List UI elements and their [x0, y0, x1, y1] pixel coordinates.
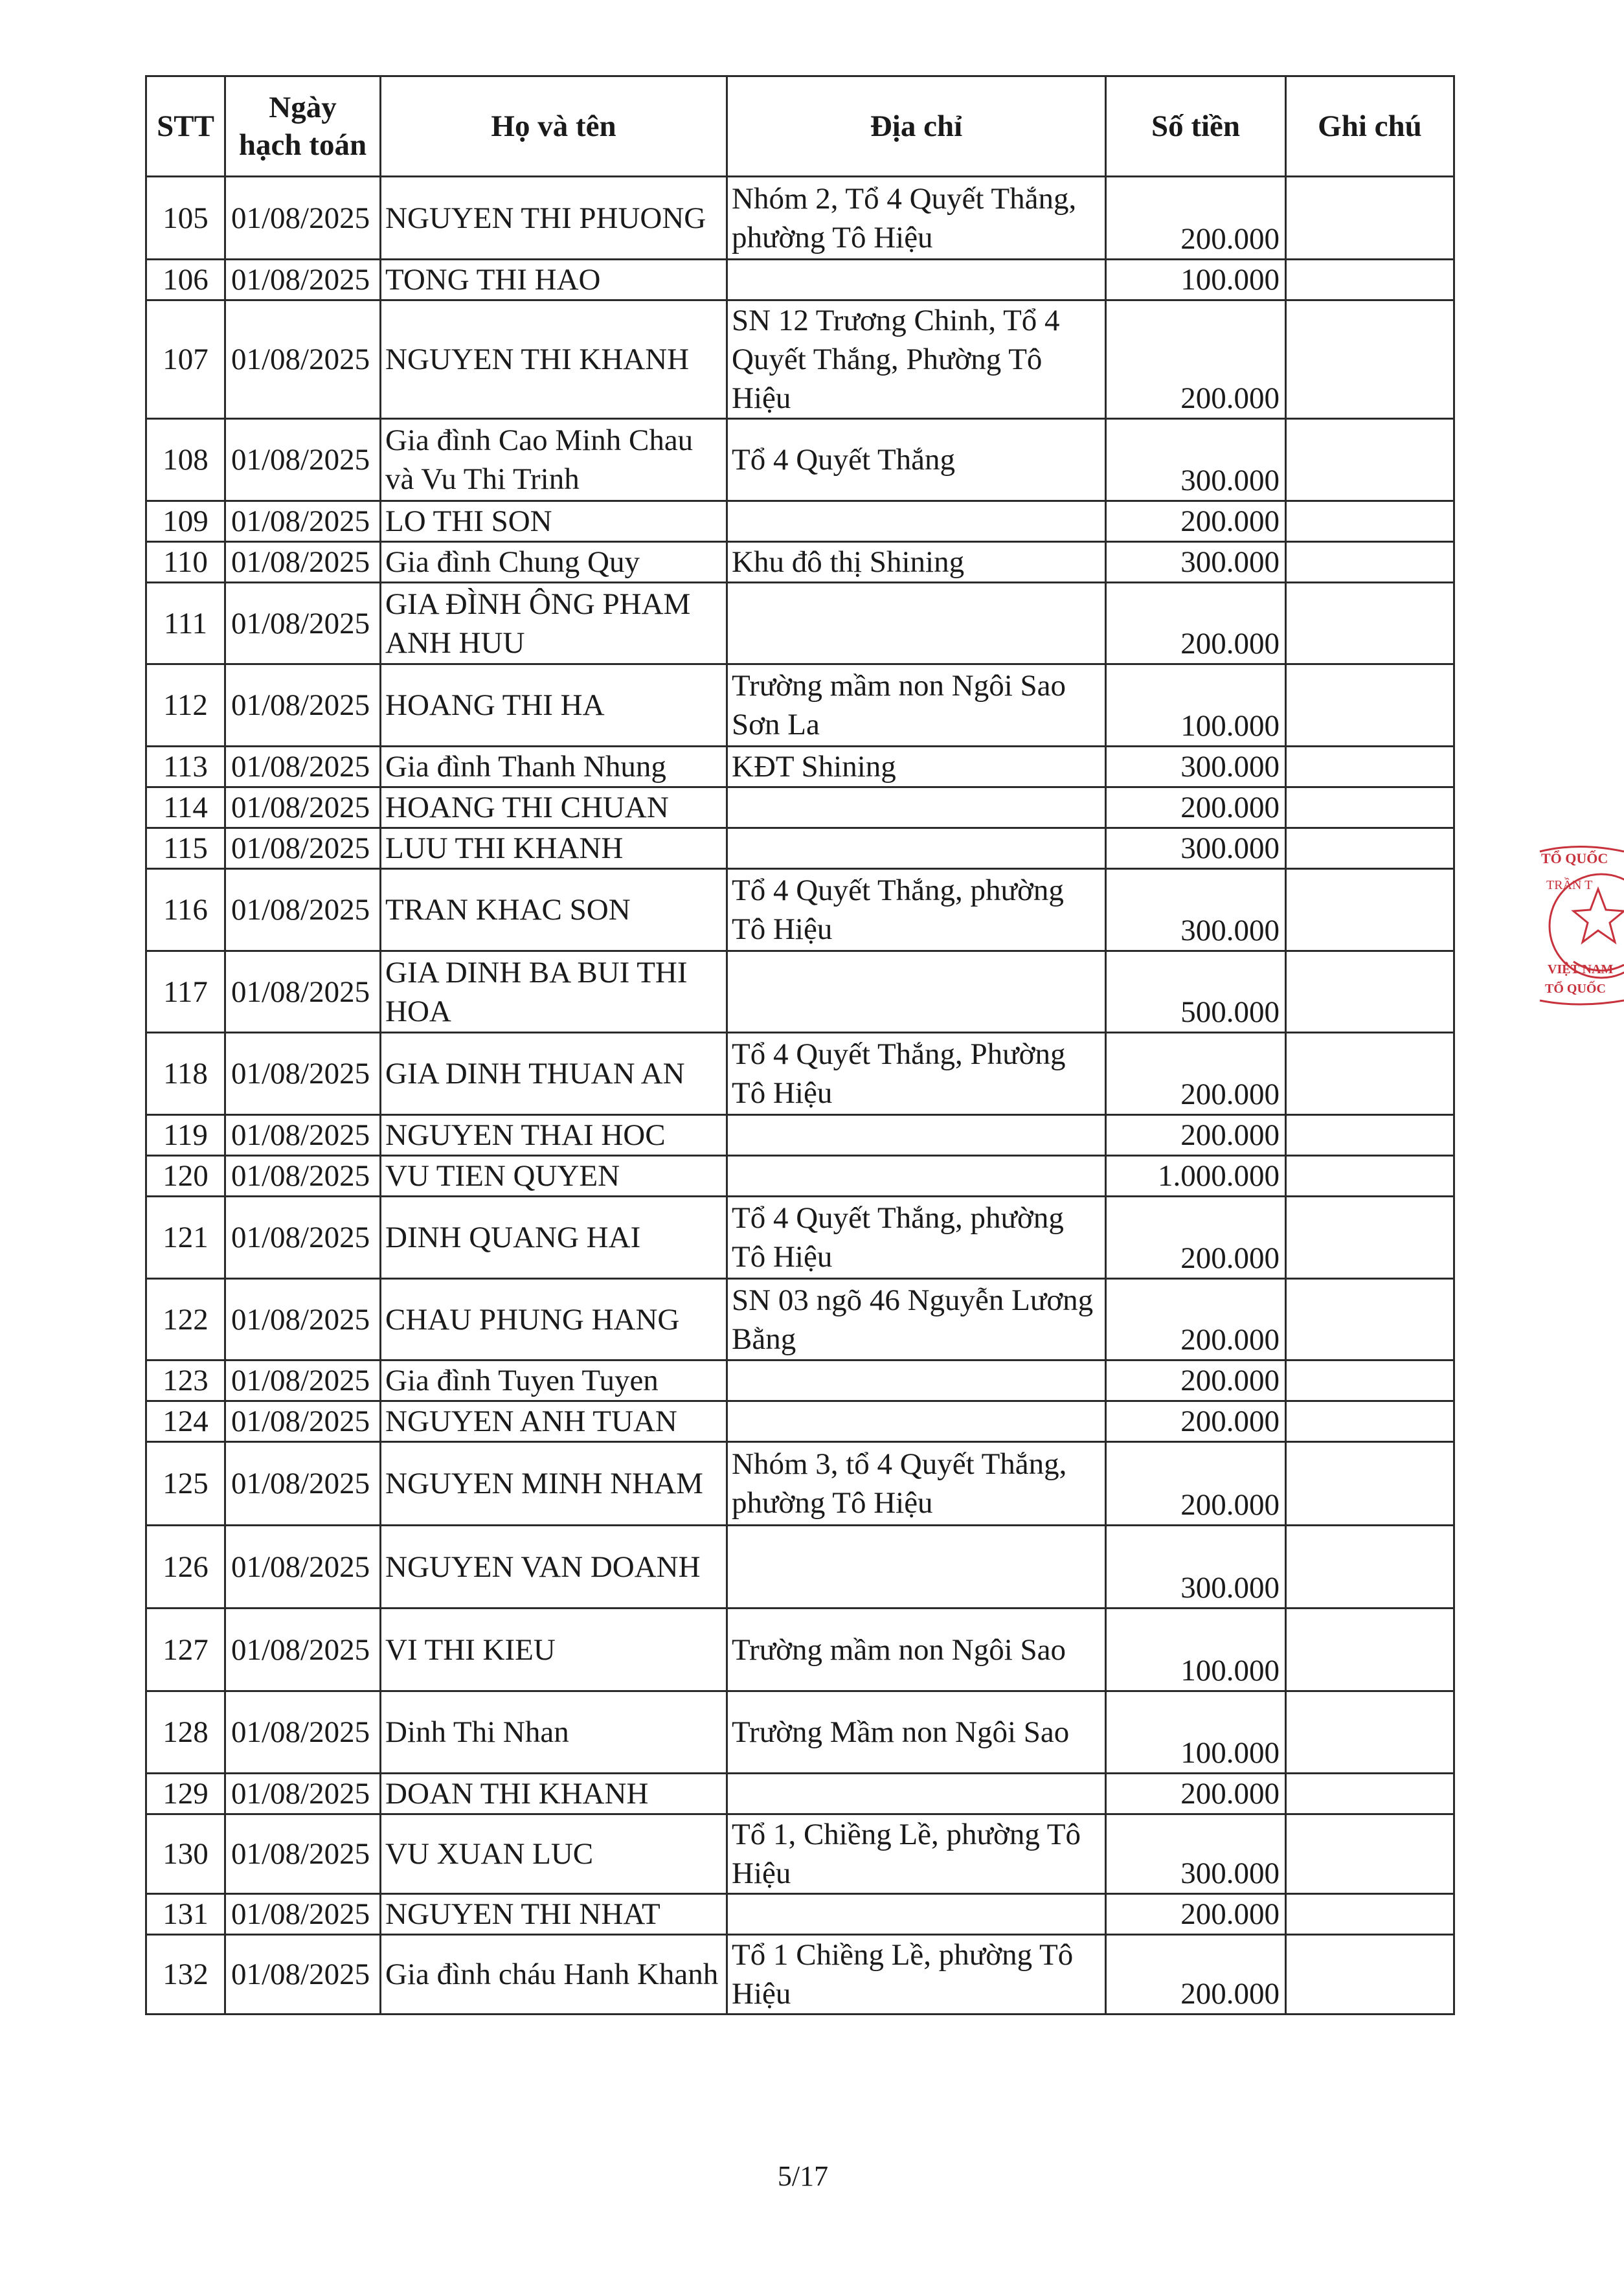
row-address: Tổ 4 Quyết Thắng, Phường Tô Hiệu: [727, 1033, 1106, 1115]
row-stt: 110: [146, 542, 225, 583]
row-stt: 113: [146, 747, 225, 787]
row-amount: 200.000: [1106, 1197, 1286, 1279]
row-stt: 114: [146, 787, 225, 828]
row-date: 01/08/2025: [225, 1894, 381, 1935]
row-name: NGUYEN THAI HOC: [381, 1115, 727, 1156]
table-row: [146, 869, 1454, 951]
row-amount: 300.000: [1106, 1526, 1286, 1609]
header-stt: STT: [146, 76, 225, 177]
row-name: VU XUAN LUC: [381, 1814, 727, 1894]
row-note: [1286, 1360, 1454, 1401]
row-note: [1286, 1279, 1454, 1360]
row-amount: 200.000: [1106, 787, 1286, 828]
row-name: NGUYEN MINH NHAM: [381, 1442, 727, 1526]
row-name: GIA ĐÌNH ÔNG PHAM ANH HUU: [381, 583, 727, 664]
row-stt: 109: [146, 501, 225, 542]
row-stt: 123: [146, 1360, 225, 1401]
row-stt: 129: [146, 1774, 225, 1814]
row-address: SN 03 ngõ 46 Nguyễn Lương Bằng: [727, 1279, 1106, 1360]
row-stt: 128: [146, 1691, 225, 1774]
row-amount: 200.000: [1106, 1894, 1286, 1935]
row-address: Tổ 1 Chiềng Lề, phường Tô Hiệu: [727, 1935, 1106, 2015]
row-date: 01/08/2025: [225, 1526, 381, 1609]
row-name: Gia đình Cao Minh Chau và Vu Thi Trinh: [381, 419, 727, 501]
row-date: 01/08/2025: [225, 1197, 381, 1279]
seal-text-mid: TRẦN T: [1546, 878, 1593, 892]
row-note: [1286, 1814, 1454, 1894]
row-date: 01/08/2025: [225, 419, 381, 501]
row-address: Tổ 4 Quyết Thắng: [727, 419, 1106, 501]
header-row: [146, 76, 1454, 177]
row-address: [727, 951, 1106, 1033]
row-stt: 119: [146, 1115, 225, 1156]
row-date: 01/08/2025: [225, 1401, 381, 1442]
row-amount: 300.000: [1106, 747, 1286, 787]
table-row: [146, 1401, 1454, 1442]
row-note: [1286, 1894, 1454, 1935]
row-name: CHAU PHUNG HANG: [381, 1279, 727, 1360]
row-date: 01/08/2025: [225, 1115, 381, 1156]
row-date: 01/08/2025: [225, 1774, 381, 1814]
row-name: NGUYEN THI NHAT: [381, 1894, 727, 1935]
row-date: 01/08/2025: [225, 787, 381, 828]
table-row: [146, 419, 1454, 501]
row-amount: 100.000: [1106, 664, 1286, 747]
row-name: VI THI KIEU: [381, 1609, 727, 1691]
row-date: 01/08/2025: [225, 501, 381, 542]
row-address: [727, 787, 1106, 828]
row-date: 01/08/2025: [225, 828, 381, 869]
table-row: [146, 1156, 1454, 1197]
row-stt: 131: [146, 1894, 225, 1935]
table-row: [146, 747, 1454, 787]
row-address: [727, 1156, 1106, 1197]
row-address: KĐT Shining: [727, 747, 1106, 787]
row-name: GIA DINH THUAN AN: [381, 1033, 727, 1115]
table-row: [146, 1609, 1454, 1691]
seal-text-top: TỔ QUỐC: [1541, 850, 1608, 866]
row-name: DOAN THI KHANH: [381, 1774, 727, 1814]
table-row: [146, 1935, 1454, 2015]
row-stt: 112: [146, 664, 225, 747]
row-note: [1286, 1401, 1454, 1442]
row-name: NGUYEN VAN DOANH: [381, 1526, 727, 1609]
row-name: NGUYEN THI PHUONG: [381, 177, 727, 260]
row-date: 01/08/2025: [225, 1279, 381, 1360]
row-stt: 115: [146, 828, 225, 869]
row-date: 01/08/2025: [225, 747, 381, 787]
header-name: Họ và tên: [381, 76, 727, 177]
row-note: [1286, 300, 1454, 419]
row-note: [1286, 869, 1454, 951]
row-name: NGUYEN THI KHANH: [381, 300, 727, 419]
row-name: LO THI SON: [381, 501, 727, 542]
row-amount: 300.000: [1106, 1814, 1286, 1894]
row-address: [727, 501, 1106, 542]
row-name: Dinh Thi Nhan: [381, 1691, 727, 1774]
row-address: [727, 1401, 1106, 1442]
row-stt: 118: [146, 1033, 225, 1115]
row-note: [1286, 1609, 1454, 1691]
row-address: [727, 828, 1106, 869]
table-row: [146, 828, 1454, 869]
header-date: [225, 76, 381, 177]
row-name: Gia đình Chung Quy: [381, 542, 727, 583]
row-note: [1286, 1197, 1454, 1279]
table-row: [146, 1115, 1454, 1156]
row-amount: 200.000: [1106, 1360, 1286, 1401]
row-stt: 120: [146, 1156, 225, 1197]
row-address: Nhóm 2, Tổ 4 Quyết Thắng, phường Tô Hiệu: [727, 177, 1106, 260]
row-date: 01/08/2025: [225, 260, 381, 300]
row-date: 01/08/2025: [225, 1814, 381, 1894]
row-name: GIA DINH BA BUI THI HOA: [381, 951, 727, 1033]
row-amount: 100.000: [1106, 1691, 1286, 1774]
table-row: [146, 583, 1454, 664]
row-stt: 108: [146, 419, 225, 501]
table-row: [146, 787, 1454, 828]
row-amount: 100.000: [1106, 260, 1286, 300]
row-amount: 200.000: [1106, 1033, 1286, 1115]
page-number: 5/17: [777, 2160, 829, 2192]
row-stt: 117: [146, 951, 225, 1033]
donation-ledger-table: [145, 75, 1455, 2015]
row-stt: 127: [146, 1609, 225, 1691]
row-amount: 200.000: [1106, 1401, 1286, 1442]
row-note: [1286, 419, 1454, 501]
table-row: [146, 1894, 1454, 1935]
row-amount: 200.000: [1106, 501, 1286, 542]
row-date: 01/08/2025: [225, 1156, 381, 1197]
ledger-body: [146, 177, 1454, 2015]
row-amount: 200.000: [1106, 583, 1286, 664]
table-row: [146, 300, 1454, 419]
seal-mark: [1540, 847, 1624, 1005]
row-address: [727, 1774, 1106, 1814]
row-address: Nhóm 3, tổ 4 Quyết Thắng, phường Tô Hiệu: [727, 1442, 1106, 1526]
row-address: [727, 1526, 1106, 1609]
row-date: 01/08/2025: [225, 869, 381, 951]
row-stt: 116: [146, 869, 225, 951]
row-address: [727, 1894, 1106, 1935]
table-row: [146, 1197, 1454, 1279]
row-amount: 200.000: [1106, 177, 1286, 260]
header-date-line2: hạch toán: [238, 128, 367, 162]
table-row: [146, 1033, 1454, 1115]
row-stt: 126: [146, 1526, 225, 1609]
row-address: [727, 260, 1106, 300]
row-date: 01/08/2025: [225, 177, 381, 260]
row-date: 01/08/2025: [225, 1935, 381, 2015]
row-amount: 300.000: [1106, 542, 1286, 583]
row-name: DINH QUANG HAI: [381, 1197, 727, 1279]
row-stt: 107: [146, 300, 225, 419]
row-amount: 200.000: [1106, 1442, 1286, 1526]
header-note: Ghi chú: [1286, 76, 1454, 177]
row-name: TRAN KHAC SON: [381, 869, 727, 951]
row-stt: 121: [146, 1197, 225, 1279]
row-amount: 200.000: [1106, 1774, 1286, 1814]
row-date: 01/08/2025: [225, 664, 381, 747]
row-amount: 200.000: [1106, 1115, 1286, 1156]
row-date: 01/08/2025: [225, 1609, 381, 1691]
row-stt: 125: [146, 1442, 225, 1526]
table-row: [146, 177, 1454, 260]
row-note: [1286, 1442, 1454, 1526]
seal-text-bottom: TỔ QUỐC: [1545, 982, 1606, 996]
row-stt: 130: [146, 1814, 225, 1894]
table-row: [146, 951, 1454, 1033]
table-row: [146, 542, 1454, 583]
row-name: HOANG THI CHUAN: [381, 787, 727, 828]
row-address: Trường Mầm non Ngôi Sao: [727, 1691, 1106, 1774]
row-stt: 122: [146, 1279, 225, 1360]
row-note: [1286, 1115, 1454, 1156]
row-name: TONG THI HAO: [381, 260, 727, 300]
row-amount: 300.000: [1106, 419, 1286, 501]
seal-text-low: VIỆT NAM: [1548, 962, 1614, 976]
row-note: [1286, 1774, 1454, 1814]
row-date: 01/08/2025: [225, 1691, 381, 1774]
row-amount: 200.000: [1106, 1935, 1286, 2015]
row-amount: 500.000: [1106, 951, 1286, 1033]
row-name: LUU THI KHANH: [381, 828, 727, 869]
row-date: 01/08/2025: [225, 951, 381, 1033]
table-row: [146, 1814, 1454, 1894]
row-amount: 200.000: [1106, 300, 1286, 419]
row-note: [1286, 828, 1454, 869]
row-address: [727, 1115, 1106, 1156]
table-row: [146, 1279, 1454, 1360]
row-note: [1286, 1691, 1454, 1774]
row-stt: 124: [146, 1401, 225, 1442]
row-note: [1286, 1033, 1454, 1115]
row-stt: 132: [146, 1935, 225, 2015]
row-note: [1286, 1935, 1454, 2015]
header-address: Địa chỉ: [727, 76, 1106, 177]
table-row: [146, 1691, 1454, 1774]
row-address: Tổ 4 Quyết Thắng, phường Tô Hiệu: [727, 1197, 1106, 1279]
row-name: VU TIEN QUYEN: [381, 1156, 727, 1197]
row-name: Gia đình Tuyen Tuyen: [381, 1360, 727, 1401]
row-address: SN 12 Trương Chinh, Tổ 4 Quyết Thắng, Phường Tô Hiệu: [727, 300, 1106, 419]
row-date: 01/08/2025: [225, 1033, 381, 1115]
table-row: [146, 260, 1454, 300]
row-amount: 1.000.000: [1106, 1156, 1286, 1197]
table-row: [146, 1360, 1454, 1401]
row-stt: 105: [146, 177, 225, 260]
row-date: 01/08/2025: [225, 1360, 381, 1401]
row-amount: 200.000: [1106, 1279, 1286, 1360]
row-note: [1286, 177, 1454, 260]
row-amount: 100.000: [1106, 1609, 1286, 1691]
row-note: [1286, 747, 1454, 787]
table-row: [146, 1442, 1454, 1526]
table-row: [146, 1774, 1454, 1814]
row-date: 01/08/2025: [225, 542, 381, 583]
row-stt: 106: [146, 260, 225, 300]
row-date: 01/08/2025: [225, 300, 381, 419]
row-amount: 300.000: [1106, 869, 1286, 951]
red-seal-stamp: [1533, 839, 1624, 1098]
row-address: Tổ 1, Chiềng Lề, phường Tô Hiệu: [727, 1814, 1106, 1894]
row-address: Trường mầm non Ngôi Sao Sơn La: [727, 664, 1106, 747]
row-note: [1286, 1156, 1454, 1197]
header-amount: Số tiền: [1106, 76, 1286, 177]
table-row: [146, 501, 1454, 542]
row-note: [1286, 951, 1454, 1033]
row-note: [1286, 583, 1454, 664]
row-amount: 300.000: [1106, 828, 1286, 869]
table-row: [146, 1526, 1454, 1609]
row-note: [1286, 664, 1454, 747]
row-note: [1286, 1526, 1454, 1609]
row-note: [1286, 542, 1454, 583]
row-address: Tổ 4 Quyết Thắng, phường Tô Hiệu: [727, 869, 1106, 951]
row-date: 01/08/2025: [225, 583, 381, 664]
row-address: [727, 1360, 1106, 1401]
row-address: Khu đô thị Shining: [727, 542, 1106, 583]
row-date: 01/08/2025: [225, 1442, 381, 1526]
row-name: HOANG THI HA: [381, 664, 727, 747]
row-name: Gia đình cháu Hanh Khanh: [381, 1935, 727, 2015]
row-address: [727, 583, 1106, 664]
row-stt: 111: [146, 583, 225, 664]
row-note: [1286, 260, 1454, 300]
row-name: NGUYEN ANH TUAN: [381, 1401, 727, 1442]
row-name: Gia đình Thanh Nhung: [381, 747, 727, 787]
row-note: [1286, 787, 1454, 828]
header-date-line1: Ngày: [269, 91, 337, 124]
table-row: [146, 664, 1454, 747]
row-address: Trường mầm non Ngôi Sao: [727, 1609, 1106, 1691]
row-note: [1286, 501, 1454, 542]
